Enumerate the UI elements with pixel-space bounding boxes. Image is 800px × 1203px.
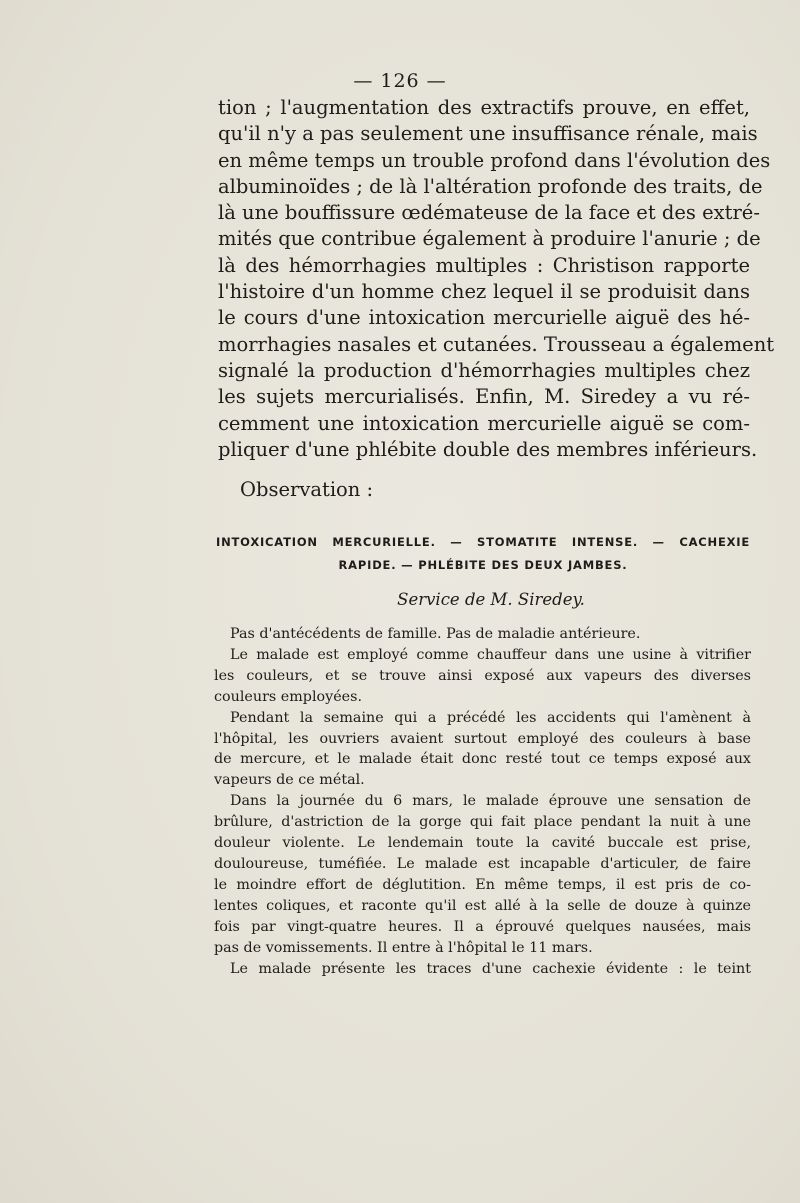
paragraph-line: le cours d'une intoxication mercurielle aiguë des hé-	[218, 306, 750, 330]
observation-line: fois par vingt-quatre heures. Il a éprouvé quelques nausées, mais	[214, 918, 751, 935]
paragraph-line: là une bouffissure œdémateuse de la face et des extré-	[218, 201, 760, 225]
observation-label: Observation :	[240, 478, 374, 501]
observation-line: brûlure, d'astriction de la gorge qui fait place pendant la nuit à une	[214, 814, 751, 831]
paragraph-line: en même temps un trouble profond dans l'évolution des	[218, 148, 771, 172]
observation-line: Dans la journée du 6 mars, le malade éprouve une sensation de	[230, 793, 751, 810]
case-title-line: INTOXICATION MERCURIELLE. — STOMATITE INTENSE. — CACHEXIE	[216, 535, 750, 549]
paragraph-line: qu'il n'y a pas seulement une insuffisance rénale, mais	[218, 122, 758, 146]
paragraph-line: les sujets mercurialisés. Enfin, M. Siredey a vu ré-	[218, 385, 750, 409]
observation-line: les couleurs, et se trouve ainsi exposé aux vapeurs des diverses	[214, 667, 751, 684]
paragraph-line: là des hémorrhagies multiples : Christison rapporte	[218, 253, 750, 277]
paragraph-line: cemment une intoxication mercurielle aiguë se com-	[218, 411, 750, 435]
observation-line: de mercure, et le malade était donc resté tout ce temps exposé aux	[214, 751, 751, 768]
paragraph-line: pliquer d'une phlébite double des membres inférieurs.	[218, 437, 758, 461]
case-title-line: RAPIDE. — PHLÉBITE DES DEUX JAMBES.	[338, 558, 628, 572]
service-attribution: Service de M. Siredey.	[397, 590, 585, 609]
observation-line: douloureuse, tuméfiée. Le malade est incapable d'articuler, de faire	[214, 855, 751, 872]
observation-line: le moindre effort de déglutition. En même temps, il est pris de co-	[214, 876, 751, 893]
observation-line: l'hôpital, les ouvriers avaient surtout employé des couleurs à base	[214, 730, 751, 747]
paragraph-line: albuminoïdes ; de là l'altération profonde des traits, de	[218, 174, 763, 198]
observation-line: lentes coliques, et raconte qu'il est allé à la selle de douze à quinze	[214, 897, 751, 914]
observation-line: douleur violente. Le lendemain toute la cavité buccale est prise,	[214, 835, 751, 852]
paragraph-line: l'histoire d'un homme chez lequel il se produisit dans	[218, 280, 750, 304]
paragraph-line: signalé la production d'hémorrhagies multiples chez	[218, 358, 750, 382]
observation-line: Pas d'antécédents de famille. Pas de maladie antérieure.	[230, 626, 641, 642]
observation-line: Le malade présente les traces d'une cachexie évidente : le teint	[230, 960, 751, 977]
observation-line: vapeurs de ce métal.	[214, 772, 365, 789]
observation-line: Le malade est employé comme chauffeur dans une usine à vitrifier	[230, 646, 751, 663]
paragraph-line: mités que contribue également à produire l'anurie ; de	[218, 227, 761, 251]
paragraph-line: morrhagies nasales et cutanées. Trousseau a également	[218, 332, 775, 356]
observation-line: pas de vomissements. Il entre à l'hôpital le 11 mars.	[214, 939, 593, 956]
observation-line: couleurs employées.	[214, 688, 363, 705]
page-number: — 126 —	[353, 70, 447, 92]
paragraph-line: tion ; l'augmentation des extractifs prouve, en effet,	[218, 96, 750, 119]
case-title	[216, 531, 750, 577]
observation-line: Pendant la semaine qui a précédé les accidents qui l'amènent à	[230, 709, 751, 726]
main-paragraph	[218, 95, 775, 463]
observation-text	[214, 624, 751, 979]
